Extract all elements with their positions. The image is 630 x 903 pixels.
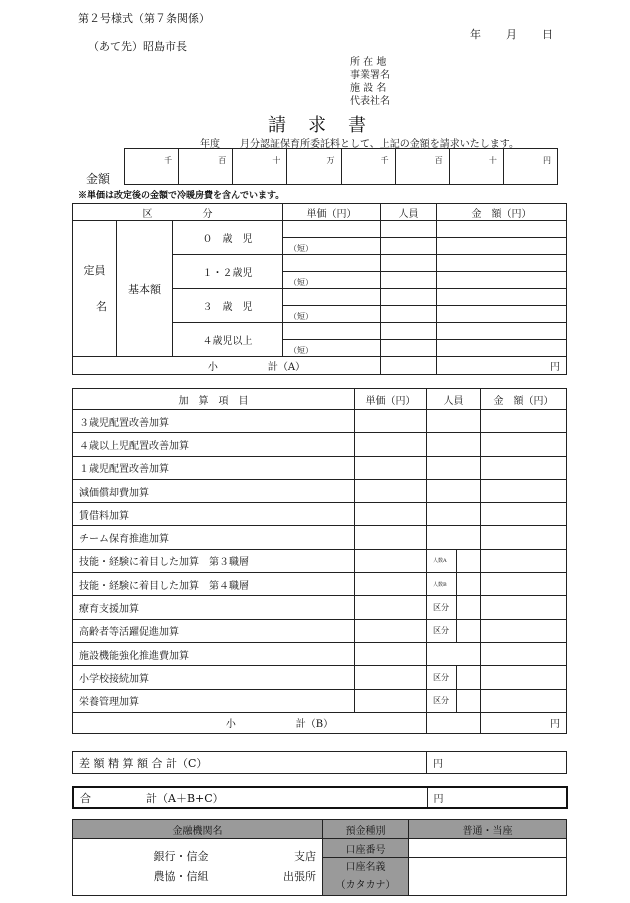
subtotal-b-yen[interactable]: 円 [481, 712, 567, 733]
addition-item-label: 療育支援加算 [73, 596, 355, 619]
age-label: ０ 歳 児 [173, 221, 283, 255]
header-amount: 金 額（円） [481, 389, 567, 410]
addition-item-label: 高齢者等活躍促進加算 [73, 619, 355, 642]
header-unit-price: 単価（円） [355, 389, 427, 410]
people-cell[interactable] [427, 410, 481, 433]
short-label: （短） [283, 238, 381, 255]
unit-price-cell[interactable] [355, 666, 427, 689]
people-cell[interactable] [381, 255, 437, 272]
unit-price-cell[interactable] [283, 289, 381, 306]
addition-item-label: 施設機能強化推進費加算 [73, 642, 355, 665]
bank-kind-2: 農協・信組 [153, 870, 209, 883]
short-label: （短） [283, 340, 381, 357]
amount-cell[interactable] [481, 666, 567, 689]
table-row [73, 456, 567, 479]
amount-cell[interactable] [481, 573, 567, 596]
addition-item-label: 減価償却費加算 [73, 479, 355, 502]
amount-cell[interactable] [481, 619, 567, 642]
people-sub-label: 区分 [427, 666, 457, 689]
diff-total-value[interactable]: 円 [427, 752, 567, 774]
header-category: 区 分 [73, 204, 283, 221]
deposit-type-value[interactable]: 普通・当座 [409, 820, 567, 839]
capacity-cell[interactable] [73, 221, 117, 357]
table-row [73, 573, 567, 596]
table-row [73, 642, 567, 665]
people-sub-label: 区分 [427, 596, 457, 619]
account-name-value[interactable] [409, 858, 567, 896]
table-row [73, 433, 567, 456]
branch-cell[interactable] [215, 839, 323, 896]
people-cell[interactable] [381, 306, 437, 323]
addition-item-label: １歳児配置改善加算 [73, 456, 355, 479]
additions-table [72, 388, 567, 734]
amount-cell[interactable] [481, 689, 567, 712]
short-label: （短） [283, 306, 381, 323]
table-row [73, 479, 567, 502]
field-address: 所 在 地 [350, 57, 387, 68]
unit-price-cell[interactable] [283, 323, 381, 340]
page-title: 請 求 書 [268, 115, 368, 136]
people-sub-label: 人数A [427, 549, 457, 572]
people-cell[interactable] [427, 642, 481, 665]
amount-digit[interactable]: 千 [341, 149, 395, 185]
table-row [73, 596, 567, 619]
form-number: 第２号様式（第７条関係） [78, 12, 210, 25]
field-office: 事業署名 [350, 70, 390, 81]
subtotal-b-people[interactable] [427, 712, 481, 733]
branch-1: 支店 [294, 850, 316, 863]
date-day: 日 [542, 28, 553, 41]
addition-item-label: 栄養管理加算 [73, 689, 355, 712]
bank-kind-1: 銀行・信金 [153, 850, 209, 863]
amount-cell[interactable] [437, 255, 567, 272]
bank-table [72, 819, 567, 896]
amount-cell[interactable] [481, 503, 567, 526]
people-cell[interactable] [427, 433, 481, 456]
amount-digit[interactable]: 千 [125, 149, 179, 185]
unit-price-cell[interactable] [283, 221, 381, 238]
base-label: 基本額 [117, 221, 173, 357]
unit-price-cell[interactable] [355, 549, 427, 572]
people-cell[interactable] [457, 619, 481, 642]
capacity-unit: 名 [96, 299, 107, 313]
unit-price-cell[interactable] [355, 433, 427, 456]
age-label: １・２歳児 [173, 255, 283, 289]
amount-cell[interactable] [437, 306, 567, 323]
amount-digit[interactable]: 十 [449, 149, 503, 185]
account-no-value[interactable] [409, 839, 567, 858]
people-cell[interactable] [457, 666, 481, 689]
amount-cell[interactable] [437, 340, 567, 357]
branch-2: 出張所 [283, 870, 316, 883]
unit-price-cell[interactable] [355, 410, 427, 433]
header-item: 加 算 項 目 [73, 389, 355, 410]
header-people: 人員 [381, 204, 437, 221]
diff-total-table [72, 751, 567, 774]
table-row [73, 689, 567, 712]
table-row [73, 410, 567, 433]
people-cell[interactable] [427, 479, 481, 502]
unit-price-cell[interactable] [355, 689, 427, 712]
people-cell[interactable] [381, 272, 437, 289]
addressee: （あて先）昭島市長 [88, 40, 187, 53]
amount-cell[interactable] [481, 410, 567, 433]
unit-price-cell[interactable] [355, 479, 427, 502]
diff-total-label: 差 額 精 算 額 合 計（C） [73, 752, 427, 774]
amount-cell[interactable] [481, 526, 567, 549]
addition-item-label: 小学校接続加算 [73, 666, 355, 689]
table-row [73, 619, 567, 642]
people-cell[interactable] [457, 596, 481, 619]
amount-cell[interactable] [437, 272, 567, 289]
field-facility: 施 設 名 [350, 83, 387, 94]
header-people: 人員 [427, 389, 481, 410]
amount-digit[interactable]: 百 [179, 149, 233, 185]
account-no-label: 口座番号 [323, 839, 409, 858]
unit-price-cell[interactable] [355, 619, 427, 642]
amount-digit[interactable]: 万 [287, 149, 341, 185]
subtotal-a-yen[interactable]: 円 [437, 357, 567, 375]
bank-institution-header: 金融機関名 [73, 820, 323, 839]
account-name-label: 口座名義 [345, 861, 386, 873]
addition-item-label: 賃借料加算 [73, 503, 355, 526]
people-cell[interactable] [381, 323, 437, 340]
amount-grid [124, 148, 558, 185]
amount-digit[interactable]: 円 [503, 149, 557, 185]
date-year: 年 [470, 28, 481, 41]
unit-price-cell[interactable] [355, 642, 427, 665]
amount-digit[interactable]: 十 [233, 149, 287, 185]
unit-price-cell[interactable] [355, 526, 427, 549]
account-name-kana: （カタカナ） [335, 879, 396, 891]
field-representative: 代表社名 [350, 96, 390, 107]
people-cell[interactable] [457, 573, 481, 596]
unit-price-cell[interactable] [355, 573, 427, 596]
amount-cell[interactable] [481, 479, 567, 502]
people-cell[interactable] [427, 503, 481, 526]
table-row [73, 526, 567, 549]
addition-item-label: ３歳児配置改善加算 [73, 410, 355, 433]
age-label: ４歳児以上 [173, 323, 283, 357]
people-cell[interactable] [381, 289, 437, 306]
request-line: 年度 月分認証保育所委託料として、上記の金額を請求いたします。 [200, 139, 519, 150]
amount-cell[interactable] [437, 221, 567, 238]
subtotal-a-label: 小 計（A） [73, 357, 381, 375]
people-cell[interactable] [457, 549, 481, 572]
capacity-label: 定員 [83, 263, 106, 277]
table-row [73, 549, 567, 572]
unit-price-cell[interactable] [283, 255, 381, 272]
subtotal-b-label: 小 計（B） [73, 712, 427, 733]
table-row [73, 503, 567, 526]
people-cell[interactable] [457, 689, 481, 712]
table-row [73, 666, 567, 689]
amount-cell[interactable] [437, 238, 567, 255]
addition-item-label: チーム保育推進加算 [73, 526, 355, 549]
unit-price-cell[interactable] [355, 503, 427, 526]
amount-label: 金額 [86, 172, 111, 186]
amount-cell[interactable] [481, 596, 567, 619]
account-name-cell [323, 858, 409, 896]
people-cell[interactable] [381, 238, 437, 255]
addition-item-label: ４歳以上児配置改善加算 [73, 433, 355, 456]
header-unit-price: 単価（円） [283, 204, 381, 221]
grand-total-table [72, 786, 568, 809]
amount-digit[interactable]: 百 [395, 149, 449, 185]
amount-cell[interactable] [481, 433, 567, 456]
people-cell[interactable] [427, 526, 481, 549]
people-sub-label: 人数B [427, 573, 457, 596]
grand-total-label: 合 計（A＋B+C） [73, 787, 427, 808]
base-amount-table [72, 203, 567, 375]
addition-item-label: 技能・経験に着目した加算 第３職層 [73, 549, 355, 572]
people-cell[interactable] [427, 456, 481, 479]
grand-total-value[interactable]: 円 [427, 787, 567, 808]
people-sub-label: 区分 [427, 689, 457, 712]
deposit-type-header: 預金種別 [323, 820, 409, 839]
unit-price-cell[interactable] [355, 596, 427, 619]
unit-price-cell[interactable] [355, 456, 427, 479]
amount-cell[interactable] [481, 456, 567, 479]
people-sub-label: 区分 [427, 619, 457, 642]
amount-cell[interactable] [437, 323, 567, 340]
age-label: ３ 歳 児 [173, 289, 283, 323]
amount-cell[interactable] [481, 642, 567, 665]
people-cell[interactable] [381, 221, 437, 238]
people-cell[interactable] [381, 340, 437, 357]
date-month: 月 [506, 28, 517, 41]
addition-item-label: 技能・経験に着目した加算 第４職層 [73, 573, 355, 596]
subtotal-a-people[interactable] [381, 357, 437, 375]
header-amount: 金 額（円） [437, 204, 567, 221]
short-label: （短） [283, 272, 381, 289]
amount-cell[interactable] [481, 549, 567, 572]
amount-cell[interactable] [437, 289, 567, 306]
bank-kind-cell[interactable] [73, 839, 215, 896]
note: ※単価は改定後の金額で冷暖房費を含んでいます。 [78, 191, 285, 201]
